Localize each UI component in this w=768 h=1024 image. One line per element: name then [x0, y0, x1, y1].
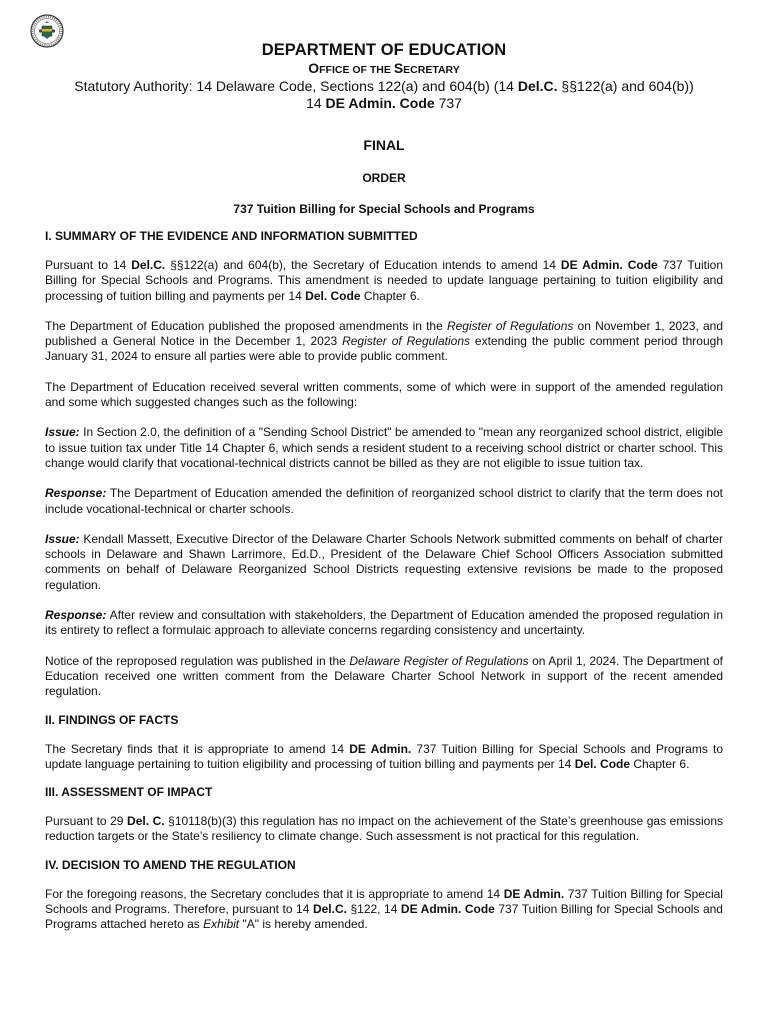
final-label: FINAL: [363, 137, 405, 153]
admin-code-reference: 14 DE Admin. Code 737: [306, 95, 462, 111]
statutory-authority: Statutory Authority: 14 Delaware Code, Sections 122(a) and 604(b) (14 Del.C. §§122(a) and 604(b)): [74, 78, 694, 94]
department-name: DEPARTMENT OF EDUCATION: [261, 41, 507, 59]
paragraph-findings: The Secretary finds that it is appropriate to amend 14 DE Admin. 737 Tuition Billing for Special Schools and Programs to update language pertaining to tuition eligibility and processing of tuition billing and payments per 14 Del. Code Chapter 6.: [45, 741, 723, 771]
paragraph-publication: The Department of Education published the proposed amendments in the Register of Regulations on November 1, 2023, and published a General Notice in the December 1, 2023 Register of Regulations extending the public comment period through January 31, 2024 to ensure all parties were able to provide public comment.: [45, 318, 724, 364]
section-heading-summary: I. SUMMARY OF THE EVIDENCE AND INFORMATION SUBMITTED: [45, 229, 418, 243]
paragraph-response-1: Response: The Department of Education amended the definition of reorganized school district to clarify that the term does not include vocational-technical or charter schools.: [45, 486, 723, 516]
paragraph-issue-2: Issue: Kendall Massett, Executive Director of the Delaware Charter Schools Network submitted comments on behalf of charter schools in Delaware and Shawn Larrimore, Ed.D., President of the Delaware Chief School Officers Association submitted comments on behalf of Delaware Reorganized School Districts requesting extensive revisions be made to the proposed regulation.: [45, 531, 723, 592]
section-heading-decision: IV. DECISION TO AMEND THE REGULATION: [45, 857, 296, 872]
document-header: [0, 40, 768, 112]
document-title: 737 Tuition Billing for Special Schools and Programs: [233, 202, 535, 216]
paragraph-impact: Pursuant to 29 Del. C. §10118(b)(3) this regulation has no impact on the achievement of the State’s greenhouse gas emissions reduction targets or the State’s resiliency to climate change. Such assessment is not practical for this regulation.: [45, 814, 723, 844]
paragraph-issue-1: Issue: In Section 2.0, the definition of a "Sending School District" be amended to "mean any reorganized school district, eligible to issue tuition tax under Title 14 Chapter 6, which sends a resident student to a receiving school district or charter school. This change would clarify that vocational-technical districts cannot be billed as they are not eligible to issue tuition tax.: [45, 425, 723, 470]
office-name: OFFICE OF THE SECRETARY: [308, 60, 460, 76]
section-heading-findings: II. FINDINGS OF FACTS: [45, 712, 179, 727]
document-body: [45, 229, 723, 948]
paragraph-intent: Pursuant to 14 Del.C. §§122(a) and 604(b), the Secretary of Education intends to amend 14 DE Admin. Code 737 Tuition Billing for Special Schools and Programs. This amendment is needed to update language pertaining to tuition eligibility and processing of tuition billing and payments per 14 Del. Code Chapter 6.: [45, 258, 723, 303]
paragraph-comments-received: The Department of Education received several written comments, some of which were in support of the amended regulation and some which suggested changes such as the following:: [45, 379, 723, 410]
paragraph-response-2: Response: After review and consultation with stakeholders, the Department of Education amended the proposed regulation in its entirety to reflect a formulaic approach to alleviate concerns regarding consistency and uncertainty.: [45, 608, 723, 638]
order-label: ORDER: [362, 171, 406, 185]
paragraph-decision: For the foregoing reasons, the Secretary concludes that it is appropriate to amend 14 DE Admin. 737 Tuition Billing for Special Schools and Programs. Therefore, pursuant to 14 Del.C. §122, 14 DE Admin. Code 737 Tuition Billing for Special Schools and Programs attached hereto as Exhibit "A" is hereby amended.: [45, 886, 723, 932]
section-heading-impact: III. ASSESSMENT OF IMPACT: [45, 785, 213, 800]
paragraph-reproposed-notice: Notice of the reproposed regulation was published in the Delaware Register of Regulations on April 1, 2024. The Department of Education received one written comment from the Delaware Charter School Network in support of the recent amended regulation.: [45, 653, 724, 699]
